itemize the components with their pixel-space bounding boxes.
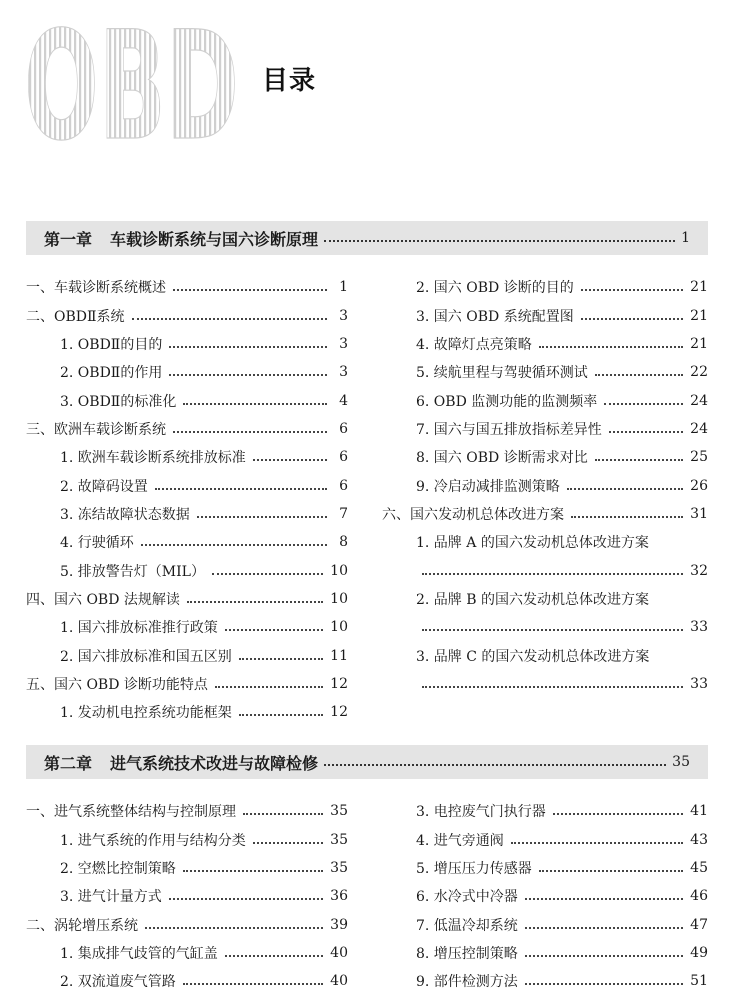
toc-entry[interactable]: [382, 528, 708, 556]
dot-leader: [253, 459, 327, 461]
dot-leader: [525, 983, 683, 985]
toc-entry-label: 5. 排放警告灯（MIL）: [60, 563, 205, 580]
toc-entry-label: 1. OBDⅡ的目的: [60, 336, 163, 353]
toc-entry-label: 4. 行驶循环: [60, 535, 134, 552]
toc-entry-page: 24: [690, 420, 708, 437]
toc-entry[interactable]: [26, 273, 348, 301]
dot-leader: [609, 431, 683, 433]
toc-entry-page: 3: [339, 307, 348, 324]
toc-entry[interactable]: [26, 939, 348, 967]
toc-entry[interactable]: [26, 330, 348, 358]
toc-entry-label: 5. 增压压力传感器: [416, 860, 532, 877]
toc-entry-label: 1. 品牌 A 的国六发动机总体改进方案: [416, 535, 649, 552]
dot-leader: [212, 573, 323, 575]
dot-leader: [225, 955, 323, 957]
toc-entry-page: 1: [339, 279, 348, 296]
toc-entry-label: 6. OBD 监测功能的监测频率: [416, 393, 598, 410]
toc-entry[interactable]: [26, 585, 348, 613]
toc-entry-page: 31: [690, 505, 708, 522]
toc-entry[interactable]: [382, 415, 708, 443]
dot-leader: [511, 842, 683, 844]
toc-entry-label: 8. 增压控制策略: [416, 945, 518, 962]
toc-entry-page: 35: [330, 859, 348, 876]
dot-leader: [324, 764, 666, 766]
toc-entry[interactable]: [26, 641, 348, 669]
toc-entry[interactable]: [26, 500, 348, 528]
toc-entry-page: 45: [690, 859, 708, 876]
toc-entry-label: 1. 欧洲车载诊断系统排放标准: [60, 450, 246, 467]
dot-leader: [132, 318, 327, 320]
toc-entry[interactable]: [382, 585, 708, 613]
toc-entry-page: 35: [330, 803, 348, 820]
dot-leader: [183, 870, 323, 872]
toc-entry-page: 21: [690, 279, 708, 296]
dot-leader: [145, 927, 323, 929]
dot-leader: [539, 870, 683, 872]
toc-entry-page: 35: [330, 831, 348, 848]
dot-leader: [215, 686, 323, 688]
toc-entry-page: 46: [690, 888, 708, 905]
toc-entry-label: 2. 双流道废气管路: [60, 974, 176, 991]
toc-entry-page: 10: [330, 590, 348, 607]
dot-leader: [525, 955, 683, 957]
dot-leader: [155, 488, 327, 490]
toc-entry-label: 3. OBDⅡ的标准化: [60, 393, 177, 410]
toc-entry[interactable]: [26, 882, 348, 910]
chapter-page: 1: [681, 230, 690, 246]
dot-leader: [422, 686, 683, 688]
toc-entry-label: 9. 部件检测方法: [416, 974, 518, 991]
toc-column-right: [382, 797, 708, 995]
toc-entry-page: 24: [690, 392, 708, 409]
toc-entry-page: 6: [339, 477, 348, 494]
toc-entry-page: 4: [339, 392, 348, 409]
toc-entry-page: 40: [330, 973, 348, 990]
toc-entry-label: 1. 发动机电控系统功能框架: [60, 705, 232, 722]
toc-entry[interactable]: [26, 825, 348, 853]
dot-leader: [324, 240, 675, 242]
chapter-title: 进气系统技术改进与故障检修: [110, 753, 319, 773]
toc-entry-label: 3. 进气计量方式: [60, 889, 162, 906]
dot-leader: [225, 629, 323, 631]
toc-entry-label: 六、国六发动机总体改进方案: [382, 506, 564, 523]
chapter-title: 车载诊断系统与国六诊断原理: [110, 229, 319, 249]
dot-leader: [173, 431, 327, 433]
toc-entry-label: 3. 国六 OBD 系统配置图: [416, 308, 574, 325]
toc-entry-label: 6. 水冷式中冷器: [416, 889, 518, 906]
toc-entry-page: 49: [690, 944, 708, 961]
toc-entry-label: 3. 电控废气门执行器: [416, 804, 546, 821]
toc-entry-page: 33: [690, 619, 708, 636]
dot-leader: [239, 714, 323, 716]
toc-entry-label: 二、涡轮增压系统: [26, 917, 138, 934]
toc-entry-label: 4. 进气旁通阀: [416, 832, 504, 849]
toc-entry[interactable]: [26, 471, 348, 499]
toc-entry-label: 4. 故障灯点亮策略: [416, 336, 532, 353]
toc-entry[interactable]: [26, 386, 348, 414]
dot-leader: [567, 488, 683, 490]
toc-column-left: [26, 797, 348, 995]
toc-entry-page: 32: [690, 562, 708, 579]
toc-entry-label: 二、OBDⅡ系统: [26, 308, 125, 325]
toc-entry-label: 一、车载诊断系统概述: [26, 280, 166, 297]
toc-entry[interactable]: [382, 330, 708, 358]
chapter-number: 第一章: [44, 229, 93, 249]
toc-entry[interactable]: [26, 797, 348, 825]
dot-leader: [571, 516, 683, 518]
toc-entry-page: 7: [339, 505, 348, 522]
toc-entry[interactable]: [382, 939, 708, 967]
toc-entry-page: 36: [330, 888, 348, 905]
dot-leader: [581, 318, 683, 320]
chapter-heading[interactable]: [26, 745, 708, 779]
toc-entry-page: 21: [690, 307, 708, 324]
toc-entry-page: 40: [330, 944, 348, 961]
toc-entry-page: 25: [690, 449, 708, 466]
toc-entry[interactable]: [382, 301, 708, 329]
toc-entry[interactable]: [382, 443, 708, 471]
dot-leader: [243, 813, 323, 815]
toc-entry-page: 43: [690, 831, 708, 848]
dot-leader: [253, 842, 323, 844]
toc-entry-label: 2. 空燃比控制策略: [60, 860, 176, 877]
toc-entry-page: 8: [339, 534, 348, 551]
toc-entry-page: 11: [330, 647, 348, 664]
toc-entry[interactable]: [382, 882, 708, 910]
toc-entry-label: 1. 国六排放标准推行政策: [60, 620, 218, 637]
dot-leader: [183, 983, 323, 985]
toc-entry-page: 33: [690, 675, 708, 692]
dot-leader: [187, 601, 323, 603]
logo-text: OBD: [24, 14, 239, 146]
dot-leader: [581, 289, 683, 291]
dot-leader: [169, 346, 327, 348]
chapter-page: 35: [672, 754, 690, 770]
toc-entry-label: 1. 进气系统的作用与结构分类: [60, 832, 246, 849]
toc-entry-label: 7. 低温冷却系统: [416, 917, 518, 934]
toc-entry-page: 21: [690, 335, 708, 352]
toc-entry-label: 三、欧洲车载诊断系统: [26, 421, 166, 438]
obd-logo: [24, 14, 244, 146]
toc-entry[interactable]: [26, 528, 348, 556]
chapter-number: 第二章: [44, 753, 93, 773]
dot-leader: [525, 927, 683, 929]
toc-entry[interactable]: [26, 967, 348, 995]
toc-entry-label: 2. 故障码设置: [60, 478, 148, 495]
toc-entry[interactable]: [26, 358, 348, 386]
toc-entry-page: 51: [690, 973, 708, 990]
toc-entry-label: 2. 品牌 B 的国六发动机总体改进方案: [416, 591, 649, 608]
dot-leader: [604, 403, 683, 405]
toc-entry-page: 47: [690, 916, 708, 933]
dot-leader: [141, 544, 327, 546]
dot-leader: [422, 629, 683, 631]
toc-entry-page: 41: [690, 803, 708, 820]
chapter-heading[interactable]: [26, 221, 708, 255]
toc-entry-page: 39: [330, 916, 348, 933]
toc-entry-page: 3: [339, 335, 348, 352]
dot-leader: [183, 403, 327, 405]
toc-entry-label: 五、国六 OBD 诊断功能特点: [26, 676, 208, 693]
toc-entry-label: 7. 国六与国五排放指标差异性: [416, 421, 602, 438]
toc-entry-page: 6: [339, 420, 348, 437]
toc-entry[interactable]: [382, 910, 708, 938]
dot-leader: [169, 898, 323, 900]
dot-leader: [553, 813, 683, 815]
toc-entry[interactable]: [382, 386, 708, 414]
toc-entry[interactable]: [26, 698, 348, 726]
dot-leader: [539, 346, 683, 348]
toc-column-right: [382, 273, 708, 698]
toc-entry-page: 22: [690, 364, 708, 381]
dot-leader: [239, 658, 323, 660]
toc-entry-label: 3. 品牌 C 的国六发动机总体改进方案: [416, 648, 650, 665]
toc-entry[interactable]: [26, 415, 348, 443]
dot-leader: [595, 374, 683, 376]
toc-entry-page: 10: [330, 619, 348, 636]
toc-entry[interactable]: [382, 471, 708, 499]
toc-entry-page: 26: [690, 477, 708, 494]
toc-entry[interactable]: [26, 301, 348, 329]
toc-entry[interactable]: [382, 854, 708, 882]
toc-entry[interactable]: [382, 967, 708, 995]
toc-entry-label: 3. 冻结故障状态数据: [60, 506, 190, 523]
toc-entry-label: 2. 国六 OBD 诊断的目的: [416, 280, 574, 297]
dot-leader: [173, 289, 327, 291]
dot-leader: [169, 374, 327, 376]
toc-entry-label: 2. 国六排放标准和国五区别: [60, 648, 232, 665]
toc-entry-label: 5. 续航里程与驾驶循环测试: [416, 365, 588, 382]
toc-entry-page: 3: [339, 364, 348, 381]
toc-entry-label: 2. OBDⅡ的作用: [60, 365, 163, 382]
toc-entry[interactable]: [382, 556, 708, 584]
toc-entry[interactable]: [382, 670, 708, 698]
toc-entry[interactable]: [26, 670, 348, 698]
toc-entry[interactable]: [382, 641, 708, 669]
dot-leader: [525, 898, 683, 900]
toc-entry[interactable]: [382, 797, 708, 825]
toc-entry-page: 10: [330, 562, 348, 579]
toc-entry[interactable]: [26, 613, 348, 641]
toc-entry-label: 8. 国六 OBD 诊断需求对比: [416, 450, 588, 467]
dot-leader: [595, 459, 683, 461]
toc-entry-page: 12: [330, 675, 348, 692]
toc-entry-label: 9. 冷启动减排监测策略: [416, 478, 560, 495]
dot-leader: [197, 516, 327, 518]
toc-entry[interactable]: [382, 358, 708, 386]
toc-entry[interactable]: [382, 613, 708, 641]
toc-entry[interactable]: [26, 854, 348, 882]
page-title: 目录: [262, 66, 317, 96]
dot-leader: [422, 573, 683, 575]
toc-column-left: [26, 273, 348, 727]
toc-entry-label: 1. 集成排气歧管的气缸盖: [60, 945, 218, 962]
toc-entry[interactable]: [26, 556, 348, 584]
toc-entry[interactable]: [382, 273, 708, 301]
toc-entry[interactable]: [382, 500, 708, 528]
toc-entry[interactable]: [382, 825, 708, 853]
toc-entry-label: 一、进气系统整体结构与控制原理: [26, 804, 236, 821]
toc-entry[interactable]: [26, 910, 348, 938]
toc-entry-label: 四、国六 OBD 法规解读: [26, 591, 180, 608]
toc-entry-page: 6: [339, 449, 348, 466]
toc-entry[interactable]: [26, 443, 348, 471]
toc-entry-page: 12: [330, 704, 348, 721]
